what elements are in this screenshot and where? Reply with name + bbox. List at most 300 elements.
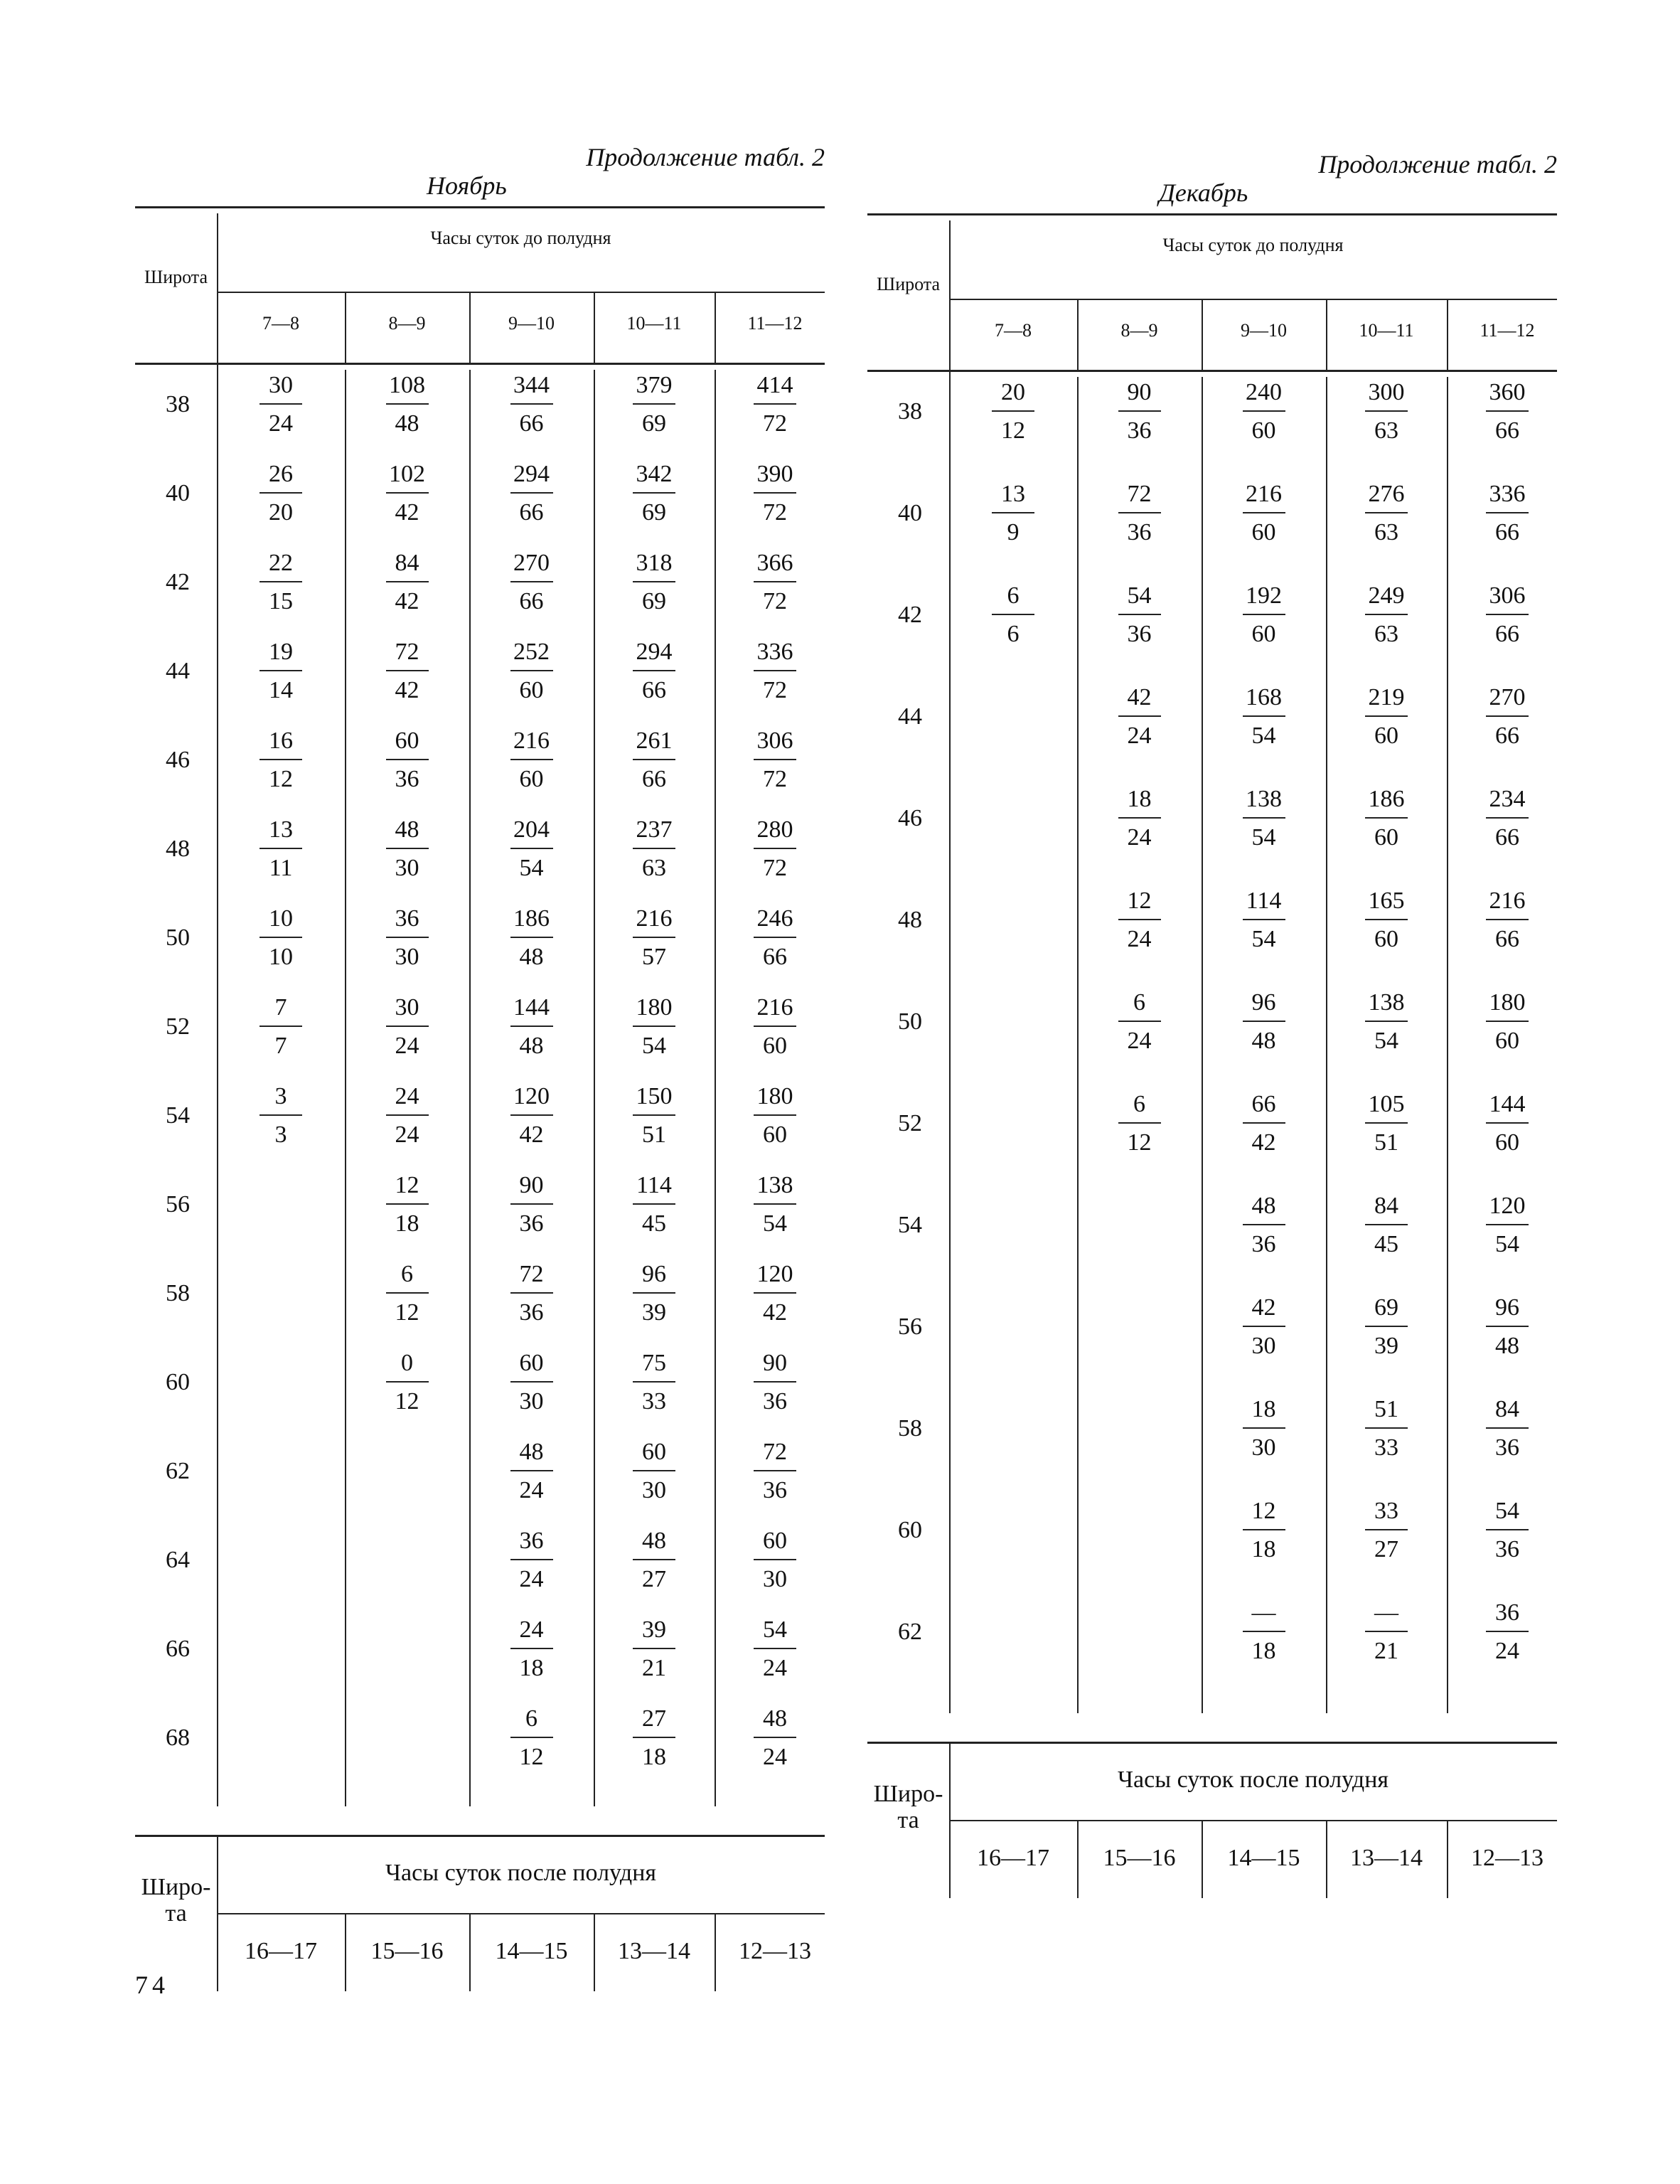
fraction-bar	[1118, 512, 1161, 513]
fraction-numerator: 180	[1489, 989, 1526, 1016]
fraction-numerator: 48	[642, 1528, 666, 1554]
fraction-denominator: 42	[395, 499, 419, 526]
fraction-bar	[633, 1470, 675, 1471]
fraction-denominator: 60	[519, 677, 544, 703]
fraction-denominator: 54	[763, 1210, 787, 1237]
fraction-bar	[386, 670, 429, 671]
table-cell-fraction	[471, 907, 592, 969]
body-column-divider	[594, 370, 595, 1806]
fraction-denominator: 63	[642, 855, 666, 881]
table-cell-fraction	[715, 1529, 835, 1592]
fraction-denominator: 60	[1251, 417, 1276, 444]
fraction-bar	[386, 581, 429, 582]
fraction-numerator: 6	[1133, 989, 1145, 1016]
page-number: 74	[135, 1971, 169, 1999]
table-cell-fraction	[1447, 991, 1568, 1053]
afternoon-hour-label: 12—13	[739, 1938, 811, 1964]
table-cell-fraction	[1326, 1601, 1447, 1663]
table-cell-fraction	[715, 1085, 835, 1147]
fraction-bar	[1486, 1529, 1529, 1530]
fraction-numerator: 120	[756, 1261, 793, 1287]
fraction-denominator: 45	[642, 1210, 666, 1237]
footer-latitude-divider	[949, 1742, 951, 1898]
fraction-denominator: 72	[763, 499, 787, 526]
fraction-denominator: 60	[763, 1122, 787, 1148]
latitude-value: 62	[166, 1458, 190, 1484]
morning-hour-label: 11—12	[747, 313, 803, 334]
fraction-denominator: 72	[763, 588, 787, 614]
table-cell-fraction	[1447, 889, 1568, 952]
fraction-bar	[1365, 715, 1408, 717]
fraction-numerator: 120	[513, 1083, 550, 1109]
fraction-bar	[633, 670, 675, 671]
fraction-denominator: 24	[1127, 824, 1152, 851]
table-cell-fraction	[471, 996, 592, 1058]
fraction-bar	[510, 1648, 553, 1649]
latitude-divider	[949, 220, 951, 1713]
fraction-denominator: 36	[1127, 519, 1152, 545]
fraction-denominator: 72	[763, 855, 787, 881]
fraction-denominator: 9	[1007, 519, 1020, 545]
fraction-denominator: 18	[642, 1744, 666, 1770]
table-cell-fraction	[347, 1173, 468, 1236]
fraction-bar	[1118, 1021, 1161, 1022]
fraction-denominator: 54	[642, 1033, 666, 1059]
fraction-denominator: 48	[1495, 1333, 1519, 1359]
fraction-numerator: 276	[1368, 481, 1405, 507]
footer-column-divider	[715, 1913, 716, 1991]
fraction-bar	[1486, 1122, 1529, 1124]
table-cell-fraction	[1079, 889, 1200, 952]
table-cell-fraction	[1204, 686, 1325, 748]
fraction-bar	[1365, 512, 1408, 513]
table-cell-fraction	[1447, 1601, 1568, 1663]
latitude-value: 50	[898, 1008, 922, 1035]
fraction-bar	[1243, 817, 1285, 819]
fraction-numerator: 216	[1246, 481, 1282, 507]
fraction-bar	[754, 1381, 796, 1383]
fraction-numerator: 60	[395, 728, 419, 754]
afternoon-latitude-header: Широ- та	[873, 1781, 943, 1834]
fraction-denominator: 42	[763, 1299, 787, 1326]
fraction-denominator: 60	[1374, 926, 1398, 952]
fraction-denominator: 12	[269, 766, 293, 792]
morning-hours-header: Часы суток до полудня	[1162, 235, 1344, 255]
fraction-numerator: 13	[269, 816, 293, 843]
fraction-bar	[1486, 1224, 1529, 1225]
table-cell-fraction	[594, 1707, 715, 1769]
fraction-numerator: 60	[763, 1528, 787, 1554]
afternoon-hours-header: Часы суток после полудня	[1117, 1767, 1389, 1793]
fraction-denominator: 6	[1007, 621, 1020, 647]
fraction-denominator: 69	[642, 499, 666, 526]
table-cell-fraction	[1447, 1499, 1568, 1562]
table-cell-fraction	[471, 1173, 592, 1236]
fraction-bar	[1118, 817, 1161, 819]
table-cell-fraction	[715, 996, 835, 1058]
fraction-bar	[1243, 1224, 1285, 1225]
fraction-bar	[1243, 410, 1285, 412]
fraction-denominator: 57	[642, 944, 666, 970]
table-cell-fraction	[1204, 1499, 1325, 1562]
latitude-value: 60	[166, 1369, 190, 1395]
footer-hour-rule	[217, 1913, 825, 1914]
fraction-denominator: 12	[395, 1388, 419, 1415]
table-cell-fraction	[715, 1262, 835, 1325]
fraction-bar	[386, 1026, 429, 1027]
fraction-bar	[1243, 1631, 1285, 1632]
fraction-bar	[754, 1203, 796, 1205]
table-cell-fraction	[471, 818, 592, 880]
fraction-numerator: 42	[1251, 1294, 1276, 1321]
footer-hour-rule	[949, 1820, 1557, 1821]
fraction-numerator: 204	[513, 816, 550, 843]
latitude-value: 58	[166, 1280, 190, 1306]
latitude-value: 64	[166, 1547, 190, 1573]
table-cell-fraction	[347, 462, 468, 525]
fraction-numerator: 54	[763, 1616, 787, 1643]
fraction-bar	[754, 1292, 796, 1294]
fraction-numerator: 48	[519, 1439, 544, 1465]
fraction-denominator: 36	[395, 766, 419, 792]
table-cell-fraction	[1204, 1296, 1325, 1358]
fraction-numerator: 186	[513, 905, 550, 932]
fraction-numerator: 72	[763, 1439, 787, 1465]
morning-hour-label: 7—8	[262, 313, 299, 334]
fraction-bar	[1243, 512, 1285, 513]
fraction-numerator: 360	[1489, 379, 1526, 405]
table-cell-fraction	[594, 1618, 715, 1680]
footer-column-divider	[345, 1913, 346, 1991]
fraction-denominator: 66	[1495, 417, 1519, 444]
table-cell-fraction	[347, 551, 468, 614]
fraction-denominator: 15	[269, 588, 293, 614]
table-cell-fraction	[1079, 1092, 1200, 1155]
fraction-numerator: 84	[1495, 1396, 1519, 1422]
latitude-value: 54	[166, 1102, 190, 1129]
table-cell-fraction	[594, 1262, 715, 1325]
table-cell-fraction	[1079, 584, 1200, 646]
table-cell-fraction	[594, 1529, 715, 1592]
footer-column-divider	[1447, 1820, 1448, 1898]
body-column-divider	[1326, 377, 1327, 1713]
fraction-numerator: 6	[525, 1705, 537, 1732]
fraction-numerator: 165	[1368, 888, 1405, 914]
latitude-value: 38	[166, 391, 190, 417]
fraction-denominator: 39	[1374, 1333, 1398, 1359]
table-cell-fraction	[1204, 584, 1325, 646]
latitude-header: Широта	[144, 267, 208, 287]
latitude-value: 40	[166, 480, 190, 506]
table-cell-fraction	[1326, 889, 1447, 952]
table-cell-fraction	[471, 1529, 592, 1592]
table-cell-fraction	[1326, 787, 1447, 850]
fraction-denominator: 72	[763, 677, 787, 703]
fraction-numerator: 270	[513, 550, 550, 576]
table-cell-fraction	[1204, 787, 1325, 850]
table-cell-fraction	[1079, 686, 1200, 748]
fraction-numerator: 252	[513, 639, 550, 665]
body-column-divider	[1447, 377, 1448, 1713]
fraction-bar	[1365, 1631, 1408, 1632]
body-column-divider	[715, 370, 716, 1806]
fraction-bar	[1486, 1326, 1529, 1327]
fraction-denominator: 69	[642, 410, 666, 437]
table-cell-fraction	[1204, 1194, 1325, 1257]
fraction-numerator: 90	[1127, 379, 1152, 405]
latitude-value: 48	[166, 836, 190, 862]
fraction-denominator: 36	[763, 1388, 787, 1415]
fraction-bar	[1118, 715, 1161, 717]
latitude-value: 56	[898, 1314, 922, 1340]
fraction-denominator: 18	[1251, 1638, 1276, 1664]
fraction-numerator: 270	[1489, 684, 1526, 710]
table-cell-fraction	[594, 818, 715, 880]
fraction-denominator: 18	[1251, 1536, 1276, 1562]
table-cell-fraction	[471, 551, 592, 614]
fraction-denominator: 51	[642, 1122, 666, 1148]
fraction-bar	[754, 848, 796, 849]
fraction-bar	[260, 670, 302, 671]
fraction-denominator: 63	[1374, 519, 1398, 545]
fraction-numerator: 66	[1251, 1091, 1276, 1117]
fraction-numerator: 18	[1251, 1396, 1276, 1422]
body-column-divider	[345, 370, 346, 1806]
fraction-denominator: 66	[1495, 926, 1519, 952]
footer-top-rule	[867, 1742, 1557, 1744]
table-cell-fraction	[594, 996, 715, 1058]
afternoon-hour-label: 12—13	[1471, 1845, 1543, 1871]
fraction-bar	[754, 759, 796, 760]
table-cell-fraction	[471, 640, 592, 703]
latitude-value: 44	[898, 703, 922, 730]
fraction-bar	[633, 581, 675, 582]
fraction-denominator: 54	[1251, 723, 1276, 749]
body-column-divider	[1202, 377, 1203, 1713]
fraction-bar	[992, 512, 1034, 513]
table-cell-fraction	[347, 1085, 468, 1147]
fraction-numerator: 240	[1246, 379, 1282, 405]
fraction-numerator: —	[1251, 1599, 1276, 1626]
fraction-bar	[754, 1737, 796, 1738]
fraction-denominator: 48	[395, 410, 419, 437]
fraction-numerator: 219	[1368, 684, 1405, 710]
header-column-divider	[715, 292, 716, 363]
fraction-numerator: 144	[513, 994, 550, 1021]
header-column-divider	[469, 292, 471, 363]
fraction-bar	[260, 581, 302, 582]
morning-hour-label: 8—9	[1120, 320, 1158, 341]
latitude-value: 50	[166, 925, 190, 951]
table-cell-fraction	[715, 729, 835, 792]
fraction-numerator: 30	[269, 372, 293, 398]
fraction-denominator: 24	[1127, 1028, 1152, 1054]
fraction-numerator: 39	[642, 1616, 666, 1643]
fraction-numerator: 6	[1133, 1091, 1145, 1117]
fraction-bar	[1365, 1529, 1408, 1530]
fraction-numerator: 69	[1374, 1294, 1398, 1321]
fraction-numerator: 90	[519, 1172, 544, 1198]
footer-top-rule	[135, 1835, 825, 1837]
table-cell-fraction	[1326, 686, 1447, 748]
table-cell-fraction	[220, 729, 341, 792]
fraction-denominator: 66	[642, 677, 666, 703]
fraction-bar	[510, 581, 553, 582]
fraction-numerator: 48	[395, 816, 419, 843]
latitude-value: 68	[166, 1725, 190, 1751]
table-cell-fraction	[1447, 1092, 1568, 1155]
table-cell-fraction	[1447, 1296, 1568, 1358]
fraction-bar	[386, 937, 429, 938]
fraction-bar	[1486, 614, 1529, 615]
fraction-denominator: 60	[1251, 519, 1276, 545]
fraction-denominator: 33	[1374, 1434, 1398, 1461]
fraction-bar	[633, 1026, 675, 1027]
fraction-numerator: 216	[636, 905, 673, 932]
fraction-bar	[386, 1381, 429, 1383]
fraction-numerator: 342	[636, 461, 673, 487]
table-cell-fraction	[715, 818, 835, 880]
fraction-denominator: 42	[519, 1122, 544, 1148]
fraction-denominator: 24	[1495, 1638, 1519, 1664]
fraction-numerator: 84	[395, 550, 419, 576]
fraction-denominator: 66	[519, 499, 544, 526]
fraction-bar	[1365, 614, 1408, 615]
fraction-numerator: 186	[1368, 786, 1405, 812]
latitude-value: 52	[898, 1110, 922, 1136]
fraction-bar	[754, 581, 796, 582]
fraction-numerator: 16	[269, 728, 293, 754]
header-column-divider	[594, 292, 595, 363]
fraction-numerator: 60	[642, 1439, 666, 1465]
afternoon-latitude-header: Широ- та	[141, 1874, 211, 1927]
fraction-denominator: 30	[519, 1388, 544, 1415]
fraction-numerator: 306	[1489, 582, 1526, 609]
fraction-numerator: 24	[395, 1083, 419, 1109]
table-cell-fraction	[1204, 1092, 1325, 1155]
table-cell-fraction	[220, 818, 341, 880]
fraction-bar	[386, 759, 429, 760]
fraction-numerator: 379	[636, 372, 673, 398]
fraction-numerator: 336	[756, 639, 793, 665]
fraction-bar	[260, 1026, 302, 1027]
fraction-numerator: 180	[636, 994, 673, 1021]
header-bottom-rule	[867, 370, 1557, 372]
table-cell-fraction	[594, 373, 715, 436]
fraction-numerator: 114	[636, 1172, 672, 1198]
table-cell-fraction	[1326, 1499, 1447, 1562]
fraction-numerator: 30	[395, 994, 419, 1021]
fraction-numerator: 96	[642, 1261, 666, 1287]
fraction-denominator: 10	[269, 944, 293, 970]
table-cell-fraction	[715, 640, 835, 703]
fraction-numerator: 33	[1374, 1498, 1398, 1524]
fraction-bar	[1365, 1122, 1408, 1124]
fraction-bar	[510, 403, 553, 405]
fraction-bar	[754, 670, 796, 671]
fraction-bar	[1243, 1529, 1285, 1530]
latitude-value: 52	[166, 1013, 190, 1040]
fraction-denominator: 66	[1495, 723, 1519, 749]
fraction-denominator: 45	[1374, 1231, 1398, 1257]
header-column-divider	[345, 292, 346, 363]
latitude-value: 66	[166, 1636, 190, 1662]
fraction-bar	[510, 492, 553, 494]
fraction-bar	[754, 492, 796, 494]
table-cell-fraction	[1204, 889, 1325, 952]
table-cell-fraction	[220, 1085, 341, 1147]
latitude-value: 40	[898, 500, 922, 526]
table-cell-fraction	[471, 1351, 592, 1414]
table-cell-fraction	[594, 1440, 715, 1503]
fraction-numerator: 3	[274, 1083, 287, 1109]
header-top-rule	[135, 206, 825, 208]
table-cell-fraction	[1079, 991, 1200, 1053]
table-cell-fraction	[1204, 1601, 1325, 1663]
table-cell-fraction	[715, 462, 835, 525]
table-cell-fraction	[347, 373, 468, 436]
table-cell-fraction	[715, 1707, 835, 1769]
fraction-bar	[510, 1292, 553, 1294]
fraction-denominator: 18	[519, 1655, 544, 1681]
fraction-bar	[1118, 1122, 1161, 1124]
fraction-denominator: 24	[395, 1122, 419, 1148]
fraction-bar	[386, 403, 429, 405]
table-cell-fraction	[220, 373, 341, 436]
fraction-numerator: 6	[401, 1261, 413, 1287]
fraction-bar	[510, 1203, 553, 1205]
fraction-numerator: 261	[636, 728, 673, 754]
table-cell-fraction	[471, 373, 592, 436]
table-cell-fraction	[471, 1440, 592, 1503]
fraction-numerator: 13	[1001, 481, 1025, 507]
footer-column-divider	[1077, 1820, 1079, 1898]
fraction-denominator: 11	[269, 855, 293, 881]
fraction-bar	[633, 1114, 675, 1116]
fraction-numerator: 138	[1368, 989, 1405, 1016]
morning-hour-label: 9—10	[508, 313, 555, 334]
fraction-bar	[754, 1114, 796, 1116]
latitude-value: 62	[898, 1619, 922, 1645]
afternoon-hours-header: Часы суток после полудня	[385, 1860, 657, 1886]
latitude-value: 44	[166, 658, 190, 684]
table-cell-fraction	[471, 729, 592, 792]
table-cell-fraction	[1326, 482, 1447, 545]
fraction-bar	[260, 848, 302, 849]
fraction-denominator: 24	[395, 1033, 419, 1059]
table-cell-fraction	[715, 1618, 835, 1680]
hour-header-rule	[949, 299, 1557, 300]
fraction-denominator: 21	[642, 1655, 666, 1681]
fraction-numerator: 192	[1246, 582, 1282, 609]
fraction-numerator: 72	[1127, 481, 1152, 507]
fraction-numerator: 12	[1127, 888, 1152, 914]
fraction-bar	[1118, 614, 1161, 615]
table-cell-fraction	[594, 1085, 715, 1147]
fraction-bar	[1486, 1631, 1529, 1632]
fraction-denominator: 27	[1374, 1536, 1398, 1562]
table-cell-fraction	[347, 996, 468, 1058]
fraction-denominator: 3	[274, 1122, 287, 1148]
fraction-bar	[754, 1026, 796, 1027]
fraction-denominator: 60	[1374, 824, 1398, 851]
latitude-value: 48	[898, 907, 922, 933]
body-column-divider	[469, 370, 471, 1806]
fraction-bar	[1243, 614, 1285, 615]
fraction-bar	[633, 1648, 675, 1649]
fraction-numerator: 12	[1251, 1498, 1276, 1524]
header-column-divider	[1202, 299, 1203, 370]
